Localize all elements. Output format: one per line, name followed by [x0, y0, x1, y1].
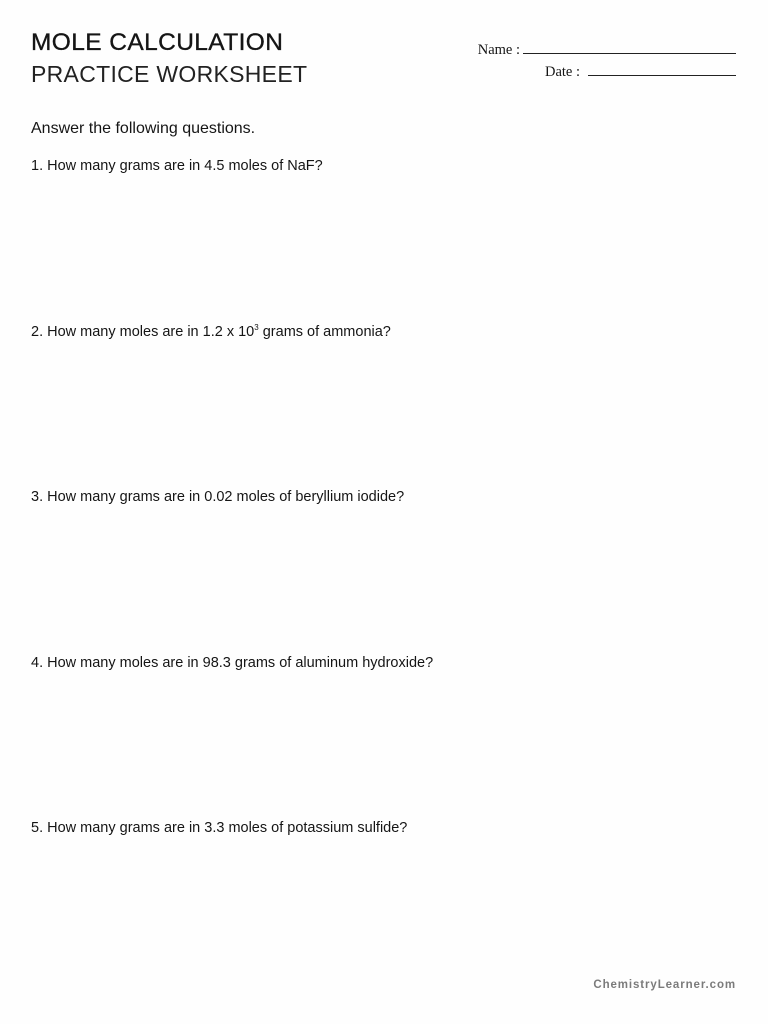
name-label: Name : [477, 42, 520, 58]
question-5: 5. How many grams are in 3.3 moles of potassium sulfide? [31, 820, 408, 836]
date-label: Date : [544, 64, 580, 80]
date-field [500, 63, 580, 83]
question-1: 1. How many grams are in 4.5 moles of NaF? [31, 158, 323, 174]
name-line[interactable] [523, 53, 736, 54]
question-2-text-before: 2. How many moles are in 1.2 x 10 [31, 324, 255, 340]
question-2-text-after: grams of ammonia? [258, 324, 391, 340]
brand-footer: ChemistryLearner.com [593, 979, 736, 991]
worksheet-title: MOLE CALCULATION [31, 29, 284, 56]
worksheet-subtitle: PRACTICE WORKSHEET [31, 61, 308, 87]
date-line[interactable] [588, 75, 736, 76]
instructions: Answer the following questions. [31, 120, 256, 137]
question-3: 3. How many grams are in 0.02 moles of beryllium iodide? [31, 489, 405, 505]
question-2-exponent: 3 [254, 323, 259, 332]
question-2 [31, 323, 391, 341]
name-field [440, 41, 520, 61]
question-4: 4. How many moles are in 98.3 grams of aluminum hydroxide? [31, 655, 434, 671]
